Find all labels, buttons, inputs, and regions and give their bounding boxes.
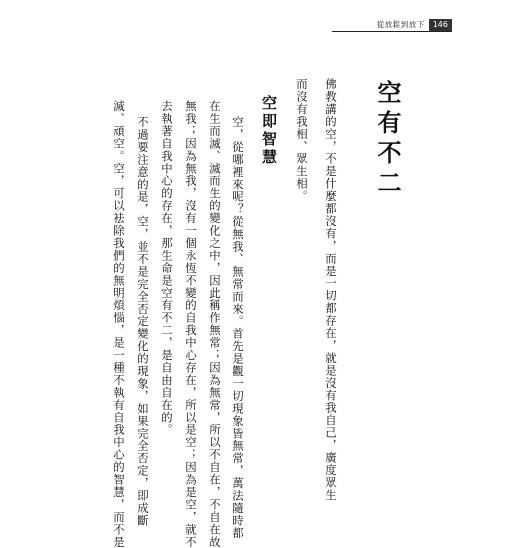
- body-line: 去執著自我中心的存在，那生命是空有不二，是自由自在的。: [160, 100, 174, 437]
- page-number: 146: [429, 19, 452, 31]
- body-line: 在生而滅、滅而生的變化之中，因此稱作無常；因為無常，所以不自在，不自在故: [208, 100, 222, 548]
- body-line: 滅、頑空。空，可以袪除我們的無明煩惱，是一種不執有自我中心的智慧，而不是: [112, 100, 126, 548]
- intro-line: 而沒有我相、眾生相。: [295, 78, 309, 203]
- section-title: 空即智慧: [260, 95, 278, 167]
- header-rule: [332, 31, 452, 32]
- running-header: [332, 18, 452, 32]
- intro-line: 佛教講的空，不是什麼都沒有，而是一切都存在，就是沒有我自己，廣度眾生: [324, 78, 338, 502]
- body-line: 無我；因為無我，沒有一個永恆不變的自我中心存在，所以是空；因為是空，就不: [184, 100, 198, 548]
- body-line: 空，從哪裡來呢？從無我、無常而來。首先是觀一切現象皆無常，萬法隨時都: [231, 116, 245, 540]
- running-title: 從放鬆到放下: [376, 20, 425, 29]
- chapter-title: 空有不二: [373, 80, 402, 200]
- body-line: 不過要注意的是，空，並不是完全否定變化的現象，如果完全否定，即成斷: [136, 116, 150, 527]
